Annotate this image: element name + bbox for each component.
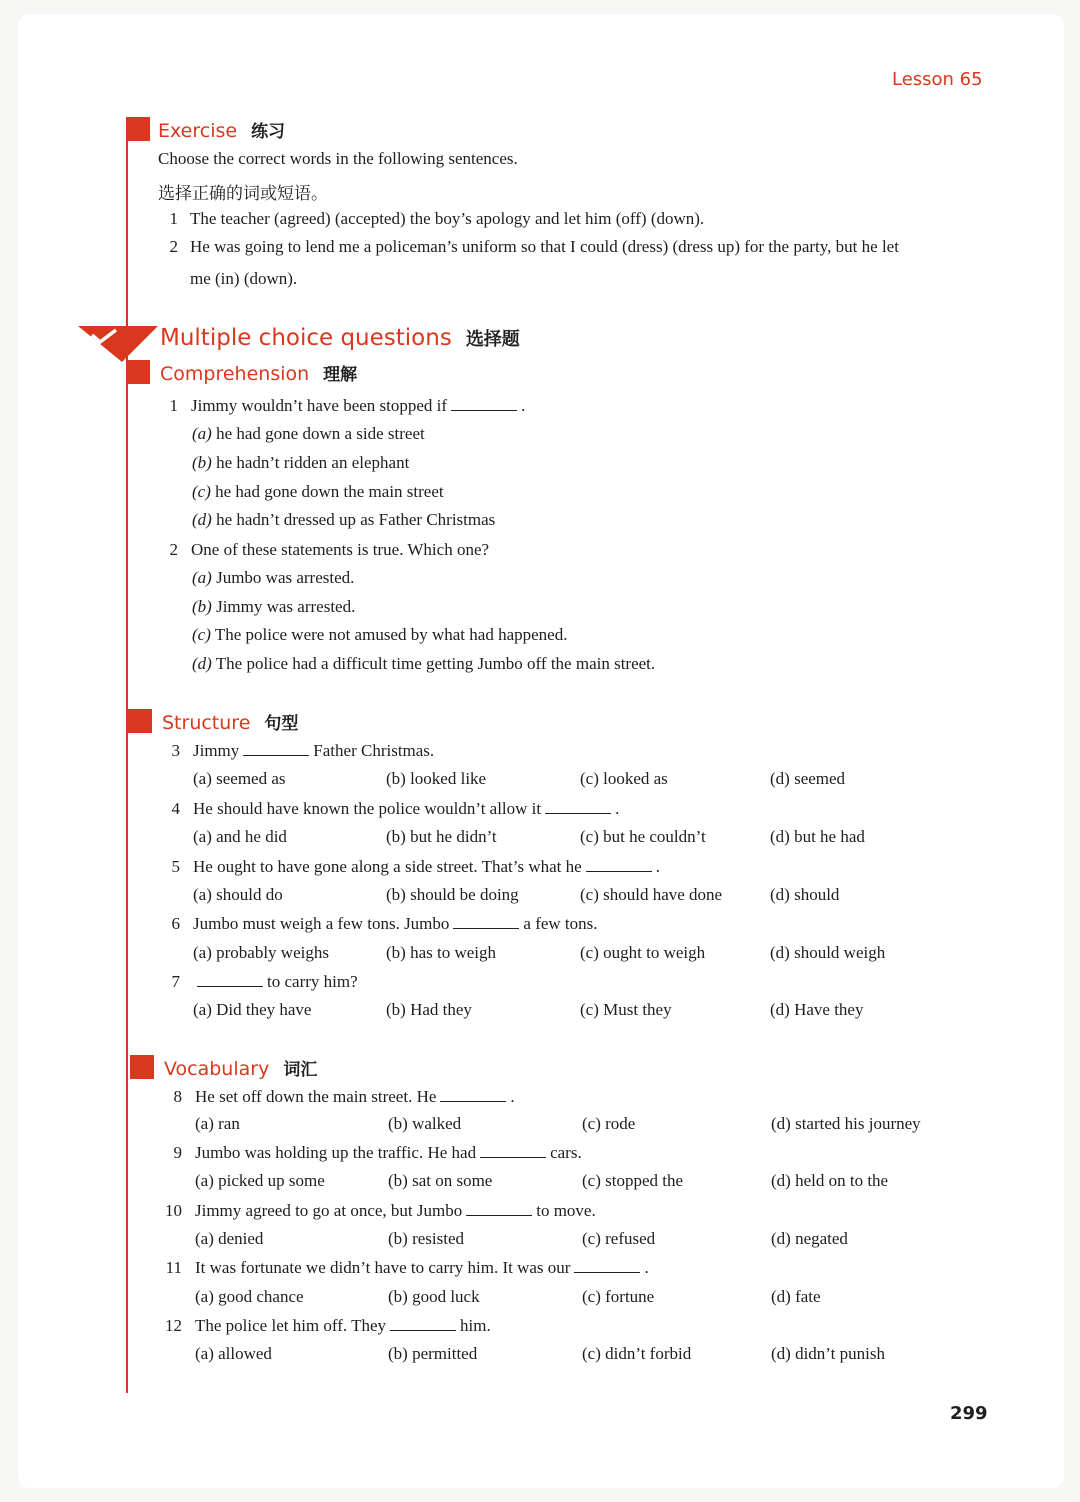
option-text: he hadn’t ridden an elephant <box>216 453 410 472</box>
option-c: (c) ought to weigh <box>580 943 706 962</box>
answer-blank <box>453 914 519 929</box>
stem-end: . <box>521 396 526 415</box>
page-number: 299 <box>950 1403 988 1424</box>
question-number: 10 <box>165 1201 182 1220</box>
exercise-title: Exercise <box>158 120 238 142</box>
option-d: (d) didn’t punish <box>771 1344 885 1363</box>
comprehension-title: Comprehension <box>160 363 310 385</box>
stem-end: . <box>510 1087 515 1106</box>
answer-blank <box>586 857 652 872</box>
answer-blank <box>243 741 309 756</box>
option-b: (b) good luck <box>388 1287 480 1306</box>
stem-text: He should have known the police wouldn’t allow it <box>193 799 542 818</box>
question-stem <box>195 1201 596 1221</box>
question-stem <box>195 1258 649 1278</box>
answer-blank <box>440 1087 506 1102</box>
stem-end: . <box>644 1258 649 1277</box>
option-a: (a) denied <box>195 1229 264 1248</box>
stem-text: Jimmy agreed to go at once, but Jumbo <box>195 1201 463 1220</box>
option-a: (a) picked up some <box>195 1171 325 1190</box>
option-letter: (a) <box>192 568 212 587</box>
structure-marker <box>128 709 152 733</box>
answer-blank <box>466 1201 532 1216</box>
option-a: (a) seemed as <box>193 769 286 788</box>
structure-title: Structure <box>162 712 251 734</box>
exercise-heading <box>158 117 285 142</box>
option <box>192 424 425 444</box>
option-text: The police were not amused by what had happened. <box>214 625 568 644</box>
option <box>192 654 655 674</box>
stem-end: Father Christmas. <box>313 741 435 760</box>
option-text: he had gone down a side street <box>216 424 425 443</box>
question-number: 7 <box>171 972 180 991</box>
option-letter: (c) <box>192 625 211 644</box>
stem-text: Jumbo must weigh a few tons. Jumbo <box>193 914 450 933</box>
answer-blank <box>480 1143 546 1158</box>
mcq-title: Multiple choice questions <box>160 325 452 351</box>
question-number: 11 <box>165 1258 182 1277</box>
option-letter: (b) <box>192 597 212 616</box>
option-c: (c) but he couldn’t <box>580 827 706 846</box>
option-d: (d) negated <box>771 1229 848 1248</box>
answer-blank <box>451 396 517 411</box>
comprehension-title-zh: 理解 <box>323 365 358 385</box>
stem-end: to move. <box>536 1201 596 1220</box>
option-a: (a) and he did <box>193 827 287 846</box>
option-b: (b) walked <box>388 1114 462 1133</box>
option-a: (a) ran <box>195 1114 240 1133</box>
stem-end: to carry him? <box>267 972 358 991</box>
option-text: he had gone down the main street <box>215 482 444 501</box>
option-a: (a) should do <box>193 885 283 904</box>
option <box>192 568 354 588</box>
vocabulary-title-zh: 词汇 <box>283 1060 318 1080</box>
question-stem <box>193 914 598 934</box>
option <box>192 597 355 617</box>
option-text: The police had a difficult time getting Jumbo off the main street. <box>215 654 656 673</box>
option-b: (b) sat on some <box>388 1171 493 1190</box>
structure-title-zh: 句型 <box>264 714 299 734</box>
option-b: (b) looked like <box>386 769 487 788</box>
option-d: (d) should <box>770 885 840 904</box>
stem-end: him. <box>460 1316 491 1335</box>
answer-blank <box>545 799 611 814</box>
answer-blank <box>197 972 263 987</box>
option-c: (c) refused <box>582 1229 656 1248</box>
question-stem: One of these statements is true. Which one? <box>191 540 490 559</box>
vocabulary-title: Vocabulary <box>164 1058 270 1080</box>
option <box>192 482 444 502</box>
question-stem <box>191 396 525 416</box>
option-b: (b) Had they <box>386 1000 472 1019</box>
option-text: Jumbo was arrested. <box>216 568 355 587</box>
exercise-instruction: Choose the correct words in the following sentences. <box>158 149 518 168</box>
stem-end: . <box>615 799 620 818</box>
question-stem <box>195 1087 515 1107</box>
stem-text: The police let him off. They <box>195 1316 387 1335</box>
comprehension-heading <box>160 360 357 385</box>
vocabulary-marker <box>130 1055 154 1079</box>
option-d: (d) Have they <box>770 1000 864 1019</box>
option-d: (d) seemed <box>770 769 846 788</box>
option-a: (a) Did they have <box>193 1000 312 1019</box>
question-number: 12 <box>165 1316 182 1335</box>
exercise-item-number: 1 <box>169 209 178 228</box>
option-d: (d) started his journey <box>771 1114 921 1133</box>
exercise-item-number: 2 <box>169 237 178 256</box>
exercise-item-2-line-2: me (in) (down). <box>190 269 298 288</box>
exercise-item-2-line-1: He was going to lend me a policeman’s uniform so that I could (dress) (dress up) for the party, but he let <box>190 237 899 256</box>
option-c: (c) fortune <box>582 1287 655 1306</box>
question-number: 4 <box>171 799 180 818</box>
option-a: (a) probably weighs <box>193 943 329 962</box>
exercise-marker <box>126 117 150 141</box>
checkmark-banner-icon <box>78 322 158 364</box>
option <box>192 453 409 473</box>
stem-text: Jimmy <box>193 741 240 760</box>
stem-text: It was fortunate we didn’t have to carry him. It was our <box>195 1258 571 1277</box>
question-stem <box>193 972 358 992</box>
stem-end: cars. <box>550 1143 582 1162</box>
exercise-title-zh: 练习 <box>251 122 286 142</box>
question-number: 5 <box>171 857 180 876</box>
question-number: 9 <box>173 1143 182 1162</box>
option <box>192 510 495 530</box>
question-stem <box>195 1316 491 1336</box>
option-text: Jimmy was arrested. <box>216 597 356 616</box>
option-c: (c) should have done <box>580 885 723 904</box>
option-b: (b) should be doing <box>386 885 519 904</box>
exercise-instruction-zh: 选择正确的词或短语。 <box>158 184 328 203</box>
margin-rule <box>126 117 128 1393</box>
option-letter: (d) <box>192 510 212 529</box>
option-text: he hadn’t dressed up as Father Christmas <box>216 510 496 529</box>
question-stem <box>193 857 660 877</box>
answer-blank <box>574 1258 640 1273</box>
option-b: (b) has to weigh <box>386 943 497 962</box>
question-number: 1 <box>169 396 178 415</box>
option-c: (c) rode <box>582 1114 636 1133</box>
option-letter: (c) <box>192 482 211 501</box>
comprehension-marker <box>126 360 150 384</box>
vocabulary-heading <box>164 1055 317 1080</box>
stem-text: He set off down the main street. He <box>195 1087 437 1106</box>
mcq-heading <box>160 325 520 351</box>
stem-text: He ought to have gone along a side street. That’s what he <box>193 857 582 876</box>
option-c: (c) Must they <box>580 1000 672 1019</box>
mcq-title-zh: 选择题 <box>465 329 520 350</box>
option <box>192 625 567 645</box>
option-c: (c) looked as <box>580 769 668 788</box>
lesson-label: Lesson 65 <box>892 69 983 90</box>
option-d: (d) but he had <box>770 827 865 846</box>
question-number: 6 <box>171 914 180 933</box>
answer-blank <box>390 1316 456 1331</box>
question-stem <box>193 741 434 761</box>
structure-heading <box>162 709 298 734</box>
option-a: (a) good chance <box>195 1287 304 1306</box>
option-b: (b) permitted <box>388 1344 478 1363</box>
option-d: (d) should weigh <box>770 943 886 962</box>
stem-end: . <box>655 857 660 876</box>
stem-end: a few tons. <box>523 914 598 933</box>
question-stem <box>195 1143 582 1163</box>
stem-text: Jimmy wouldn’t have been stopped if <box>191 396 448 415</box>
option-letter: (d) <box>192 654 212 673</box>
stem-text: Jumbo was holding up the traffic. He had <box>195 1143 477 1162</box>
option-b: (b) but he didn’t <box>386 827 497 846</box>
option-a: (a) allowed <box>195 1344 272 1363</box>
question-number: 2 <box>169 540 178 559</box>
question-number: 3 <box>171 741 180 760</box>
exercise-item-1: The teacher (agreed) (accepted) the boy’s apology and let him (off) (down). <box>190 209 705 228</box>
question-stem <box>193 799 619 819</box>
option-d: (d) held on to the <box>771 1171 889 1190</box>
option-b: (b) resisted <box>388 1229 465 1248</box>
option-letter: (a) <box>192 424 212 443</box>
option-d: (d) fate <box>771 1287 821 1306</box>
option-c: (c) didn’t forbid <box>582 1344 692 1363</box>
option-c: (c) stopped the <box>582 1171 684 1190</box>
option-letter: (b) <box>192 453 212 472</box>
question-number: 8 <box>173 1087 182 1106</box>
